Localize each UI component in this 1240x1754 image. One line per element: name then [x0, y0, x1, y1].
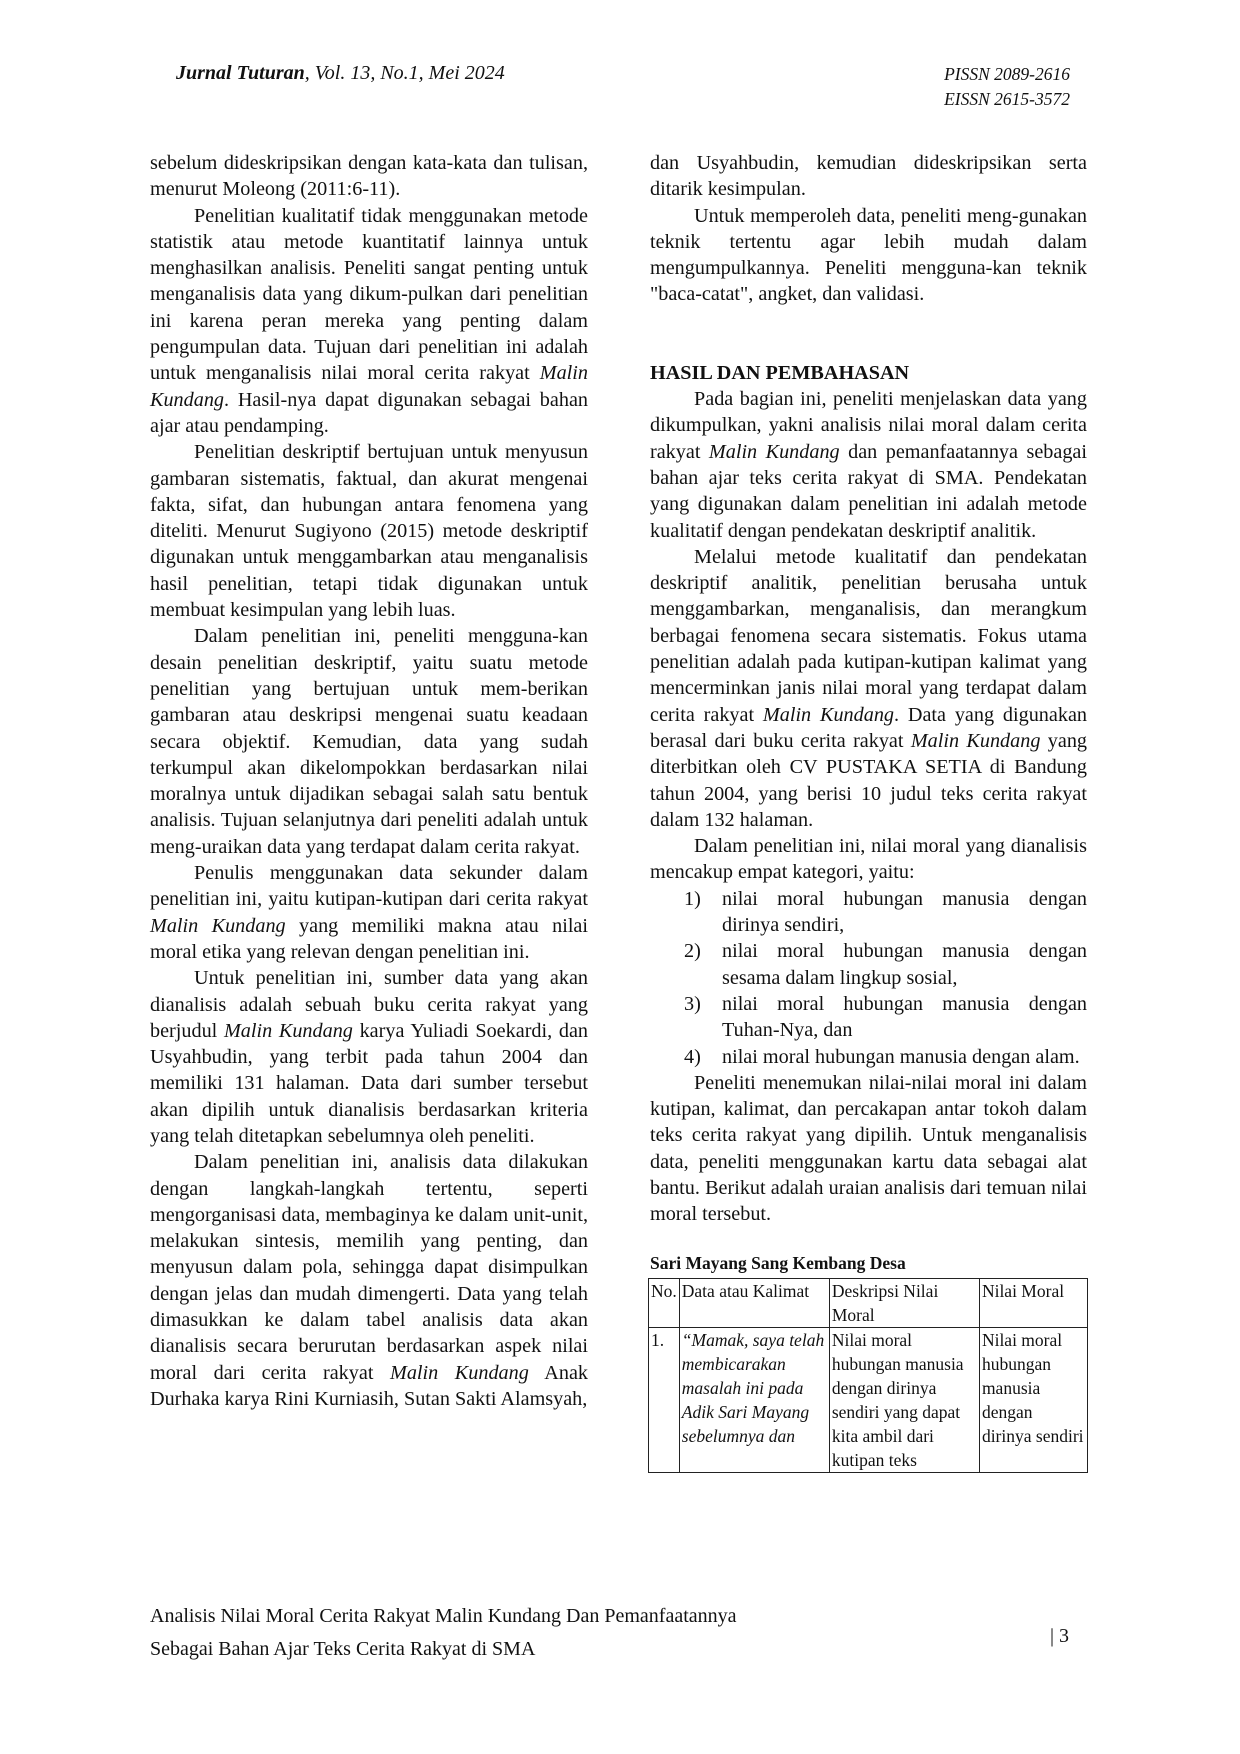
story-title: Malin Kundang	[910, 729, 1041, 752]
table-title: Sari Mayang Sang Kembang Desa	[650, 1252, 906, 1273]
paragraph: Dalam penelitian ini, analisis data dilakukan dengan langkah-langkah tertentu, seperti mengorganisasi data, membaginya ke dalam unit-unit, melakukan sintesis, memilih yang penting, dan menyusun dalam pola, sehingga dapat disimpulkan dengan jelas dan mudah dimengerti. Data yang telah dimasukkan ke dalam tabel analisis data akan dianalisis secara berurutan berdasarkan aspek nilai moral dari cerita rakyat Malin Kundang Anak Durhaka karya Rini Kurniasih, Sutan Sakti Alamsyah,	[150, 1151, 589, 1410]
story-title: Malin Kundang	[223, 1019, 353, 1042]
journal-volume: , Vol. 13, No.1, Mei 2024	[304, 62, 505, 84]
left-column	[150, 150, 588, 1412]
category-list	[650, 886, 1087, 1070]
paragraph: sebelum dideskripsikan dengan kata-kata dan tulisan, menurut Moleong (2011:6-11).	[150, 152, 588, 201]
table-cell: “Mamak, saya telah membicarakan masalah ini pada Adik Sari Mayang sebelumnya dan	[679, 1327, 829, 1472]
journal-citation	[176, 62, 505, 85]
paragraph: Dalam penelitian ini, peneliti mengguna-kan desain penelitian deskriptif, yaitu suatu metode penelitian yang bertujuan untuk mem-berikan gambaran atau deskripsi mengenai suatu keadaan secara objektif. Kemudian, data yang sudah terkumpul akan dikelompokkan berdasarkan nilai moralnya untuk dijadikan sebagai salah satu bentuk analisis. Tujuan selanjutnya dari peneliti adalah untuk meng-uraikan data yang terdapat dalam cerita rakyat.	[150, 625, 588, 858]
moral-value-table	[648, 1278, 1088, 1473]
paragraph: Penelitian deskriptif bertujuan untuk menyusun gambaran sistematis, faktual, dan akurat mengenai fakta, sifat, dan hubungan antara fenomena yang diteliti. Menurut Sugiyono (2015) metode deskriptif digunakan untuk menggambarkan atau menganalisis hasil penelitian, tetapi tidak digunakan untuk membuat kesimpulan yang lebih luas.	[150, 441, 588, 622]
footer-line: Analisis Nilai Moral Cerita Rakyat Malin Kundang Dan Pemanfaatannya	[150, 1605, 737, 1627]
paragraph: dan Usyahbudin, kemudian dideskripsikan serta ditarik kesimpulan.	[650, 152, 1087, 201]
header-cell: No.	[649, 1278, 680, 1327]
table-cell: 1.	[649, 1327, 680, 1472]
paragraph: Pada bagian ini, peneliti menjelaskan data yang dikumpulkan, yakni analisis nilai moral dalam cerita rakyat Malin Kundang dan pemanfaatannya sebagai bahan ajar teks cerita rakyat di SMA. Pendekatan yang digunakan dalam penelitian ini adalah metode kualitatif dengan pendekatan deskriptif analitik.	[650, 388, 1087, 542]
issn-block	[944, 62, 1070, 112]
paragraph: Penelitian kualitatif tidak menggunakan metode statistik atau metode kuantitatif lainnya untuk menghasilkan analisis. Peneliti sangat penting untuk menganalisis data yang dikum-pulkan dari penelitian ini karena peran mereka yang penting dalam pengumpulan data. Tujuan dari penelitian ini adalah untuk menganalisis nilai moral cerita rakyat Malin Kundang. Hasil-nya dapat digunakan sebagai bahan ajar atau pendamping.	[150, 204, 588, 437]
table-row	[649, 1327, 1088, 1472]
section-gap	[650, 308, 1087, 360]
paragraph: Dalam penelitian ini, nilai moral yang dianalisis mencakup empat kategori, yaitu:	[650, 835, 1087, 884]
footer-line: Sebagai Bahan Ajar Teks Cerita Rakyat di SMA	[150, 1638, 536, 1660]
section-heading: HASIL DAN PEMBAHASAN	[650, 361, 910, 384]
table-header-row	[649, 1278, 1088, 1327]
journal-name: Jurnal Tuturan	[176, 62, 305, 84]
eissn: EISSN 2615-3572	[944, 89, 1070, 109]
paragraph: Melalui metode kualitatif dan pendekatan deskriptif analitik, penelitian berusaha untuk menggambarkan, menganalisis, dan merangkum berbagai fenomena secara sistematis. Fokus utama penelitian adalah pada kutipan-kutipan kalimat yang mencerminkan janis nilai moral yang terdapat dalam cerita rakyat Malin Kundang. Data yang digunakan berasal dari buku cerita rakyat Malin Kundang yang diterbitkan oleh CV PUSTAKA SETIA di Bandung tahun 2004, yang berisi 10 judul teks cerita rakyat dalam 132 halaman.	[650, 545, 1088, 831]
story-title: Malin Kundang	[150, 914, 286, 937]
running-footer	[150, 1600, 737, 1666]
story-title: Malin Kundang	[150, 362, 588, 411]
table-cell: Nilai moral hubungan manusia dengan dirinya sendiri yang dapat kita ambil dari kutipan teks	[829, 1327, 979, 1472]
table-cell: Nilai moral hubungan manusia dengan dirinya sendiri	[979, 1327, 1087, 1472]
right-column	[650, 150, 1087, 1473]
paragraph: Peneliti menemukan nilai-nilai moral ini dalam kutipan, kalimat, dan percakapan antar tokoh dalam teks cerita rakyat yang dipilih. Untuk menganalisis data, peneliti menggunakan kartu data sebagai alat bantu. Berikut adalah uraian analisis dari temuan nilai moral tersebut.	[650, 1071, 1087, 1226]
paragraph: Penulis menggunakan data sekunder dalam penelitian ini, yaitu kutipan-kutipan dari cerita rakyat Malin Kundang yang memiliki makna atau nilai moral etika yang relevan dengan penelitian ini.	[150, 862, 589, 963]
header-cell: Deskripsi Nilai Moral	[829, 1278, 979, 1327]
paragraph: Untuk memperoleh data, peneliti meng-gunakan teknik tertentu agar lebih mudah dalam mengumpulkannya. Peneliti mengguna-kan teknik "baca-catat", angket, dan validasi.	[650, 204, 1087, 306]
header-cell: Nilai Moral	[979, 1278, 1087, 1327]
header-cell: Data atau Kalimat	[679, 1278, 829, 1327]
story-title: Malin Kundang	[390, 1361, 529, 1384]
pissn: PISSN 2089-2616	[944, 64, 1070, 84]
list-item: 1) nilai moral hubungan manusia dengan dirinya sendiri,	[684, 887, 1087, 937]
story-title: Malin Kundang	[708, 440, 840, 463]
list-item: 3) nilai moral hubungan manusia dengan Tuhan-Nya, dan	[684, 992, 1087, 1042]
story-title: Malin Kundang	[762, 703, 895, 726]
page-number: | 3	[1050, 1625, 1070, 1647]
list-item: 4) nilai moral hubungan manusia dengan alam.	[684, 1045, 1080, 1068]
list-item: 2) nilai moral hubungan manusia dengan sesama dalam lingkup sosial,	[684, 940, 1087, 989]
paragraph: Untuk penelitian ini, sumber data yang akan dianalisis adalah sebuah buku cerita rakyat yang berjudul Malin Kundang karya Yuliadi Soekardi, dan Usyahbudin, yang terbit pada tahun 2004 dan memiliki 131 halaman. Data dari sumber tersebut akan dipilih untuk dianalisis berdasarkan kriteria yang telah ditetapkan sebelumnya oleh peneliti.	[150, 967, 588, 1147]
